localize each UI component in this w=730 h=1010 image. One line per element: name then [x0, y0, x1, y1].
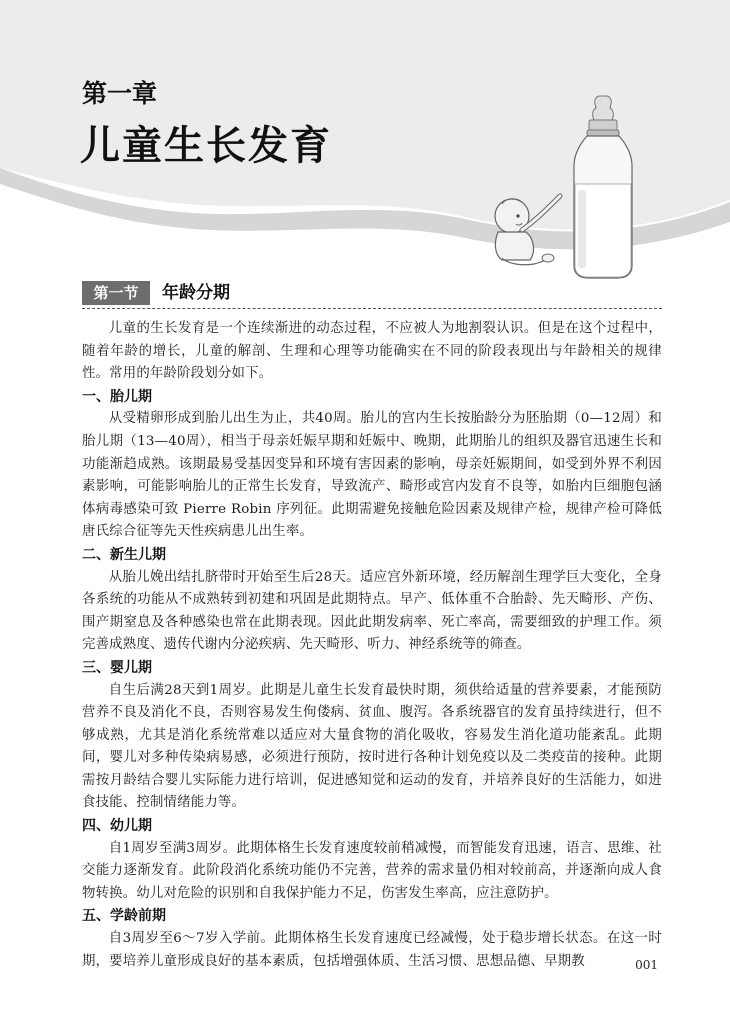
intro-paragraph: 儿童的生长发育是一个连续渐进的动态过程，不应被人为地割裂认识。但是在这个过程中，随着年龄的增长，儿童的解剖、生理和心理等功能确实在不同的阶段表现出与年龄相关的规律性。常用的年龄阶段划分如下。 [82, 321, 662, 382]
chapter-title: 儿童生长发育 [80, 123, 332, 169]
heading-infancy-period: 三、婴儿期 [82, 659, 152, 676]
baby-bottle-illustration [478, 92, 668, 282]
page-body [82, 318, 662, 973]
heading-fetal-period: 一、胎儿期 [82, 388, 152, 405]
paragraph-infancy-period: 自生后满28天到1周岁。此期是儿童生长发育最快时期，须供给适量的营养要素，才能预防营养不良及消化不良，否则容易发生佝偻病、贫血、腹泻。各系统器官的发育虽持续进行，但不够成熟，尤其是消化系统常难以适应对大量食物的消化吸收，容易发生消化道功能紊乱。此期间，婴儿对多种传染病易感，必须进行预防，按时进行各种计划免疫以及二类疫苗的接种。此期需按月龄结合婴儿实际能力进行培训，促进感知觉和运动的发育，并培养良好的生活能力，如进食技能、控制情绪能力等。 [82, 682, 662, 811]
paragraph-neonatal-period: 从胎儿娩出结扎脐带时开始至生后28天。适应宫外新环境，经历解剖生理学巨大变化，全身各系统的功能从不成熟转到初建和巩固是此期特点。早产、低体重不合胎龄、先天畸形、产伤、围产期窒息及各种感染也常在此期表现。因此此期发病率、死亡率高，需要细致的护理工作。须完善成熟度、遗传代谢内分泌疾病、先天畸形、听力、神经系统等的筛查。 [82, 569, 662, 653]
chapter-label: 第一章 [82, 79, 158, 108]
section-number-tag: 第一节 [82, 281, 150, 305]
section-title: 年龄分期 [162, 283, 230, 303]
section-header [82, 278, 662, 309]
paragraph-preschool-period: 自3周岁至6～7岁入学前。此期体格生长发育速度已经减慢，处于稳步增长状态。在这一时期，要培养儿童形成良好的基本素质，包括增强体质、生活习惯、思想品德、早期教 [82, 931, 662, 969]
heading-preschool-period: 五、学龄前期 [82, 908, 166, 925]
heading-neonatal-period: 二、新生儿期 [82, 546, 166, 563]
page-number: 001 [635, 958, 658, 972]
paragraph-toddler-period: 自1周岁至满3周岁。此期体格生长发育速度较前稍减慢，而智能发育迅速，语言、思维、社交能力逐渐发育。此阶段消化系统功能仍不完善，营养的需求量仍相对较前高，并逐渐向成人食物转换。幼儿对危险的识别和自我保护能力不足，伤害发生率高，应注意防护。 [82, 840, 662, 901]
paragraph-fetal-period: 从受精卵形成到胎儿出生为止，共40周。胎儿的宫内生长按胎龄分为胚胎期（0—12周）和胎儿期（13—40周），相当于母亲妊娠早期和妊娠中、晚期，此期胎儿的组织及器官迅速生长和功能渐趋成熟。该期最易受基因变异和环境有害因素的影响，母亲妊娠期间，如受到外界不利因素影响，可能影响胎儿的正常生长发育，导致流产、畸形或宫内发育不良等，如胎内巨细胞包涵体病毒感染可致 Pierre Robin 序列征。此期需避免接触危险因素及规律产检，规律产检可降低唐氏综合征等先天性疾病患儿出生率。 [82, 411, 662, 540]
heading-toddler-period: 四、幼儿期 [82, 818, 152, 835]
